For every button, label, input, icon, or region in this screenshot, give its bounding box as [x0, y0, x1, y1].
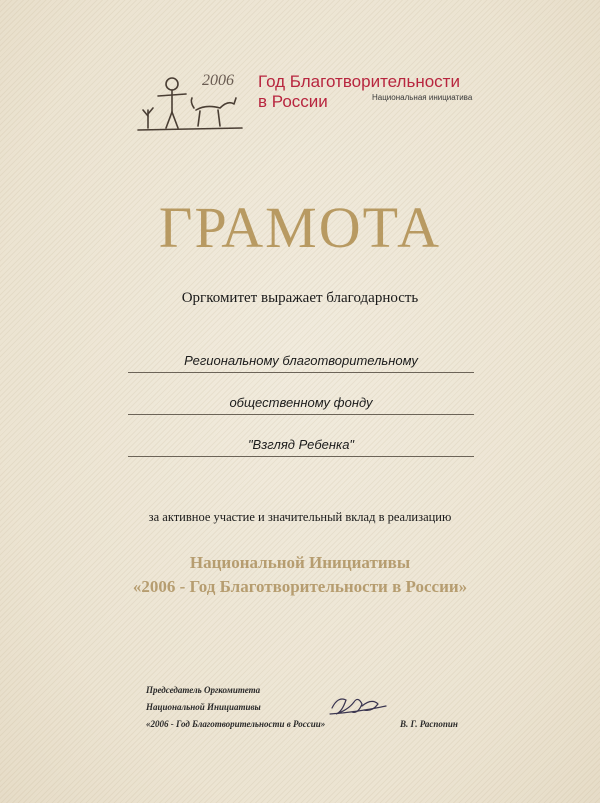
svg-text:2006: 2006	[202, 72, 234, 89]
logo-title	[258, 72, 518, 112]
signatory-position-line-2: Национальной Инициативы	[146, 702, 261, 712]
handwritten-signature	[328, 692, 388, 718]
recipient-line-3: "Взгляд Ребенка"	[128, 434, 474, 457]
logo-subtitle: Национальная инициатива	[372, 93, 473, 102]
certificate-heading: ГРАМОТА	[158, 195, 442, 260]
signer-name: В. Г. Распопин	[400, 719, 458, 729]
recipient-line-2: общественному фонду	[128, 392, 474, 415]
recipient-line-1: Региональному благотворительному	[128, 350, 474, 373]
logo-title-line1: Год Благотворительности	[258, 72, 460, 91]
initiative-line-2: «2006 - Год Благотворительности в России»	[132, 577, 468, 596]
signatory-position-line-1: Председатель Оргкомитета	[146, 685, 261, 695]
logo-year	[200, 70, 256, 90]
logo-title-line2: в России	[258, 92, 328, 111]
contribution-text: за активное участие и значительный вклад в реализацию	[148, 510, 452, 524]
signatory-position-line-3: «2006 - Год Благотворительности в России»	[146, 719, 326, 729]
thanks-text: Оргкомитет выражает благодарность	[181, 290, 419, 306]
initiative-line-1: Национальной Инициативы	[189, 553, 411, 572]
